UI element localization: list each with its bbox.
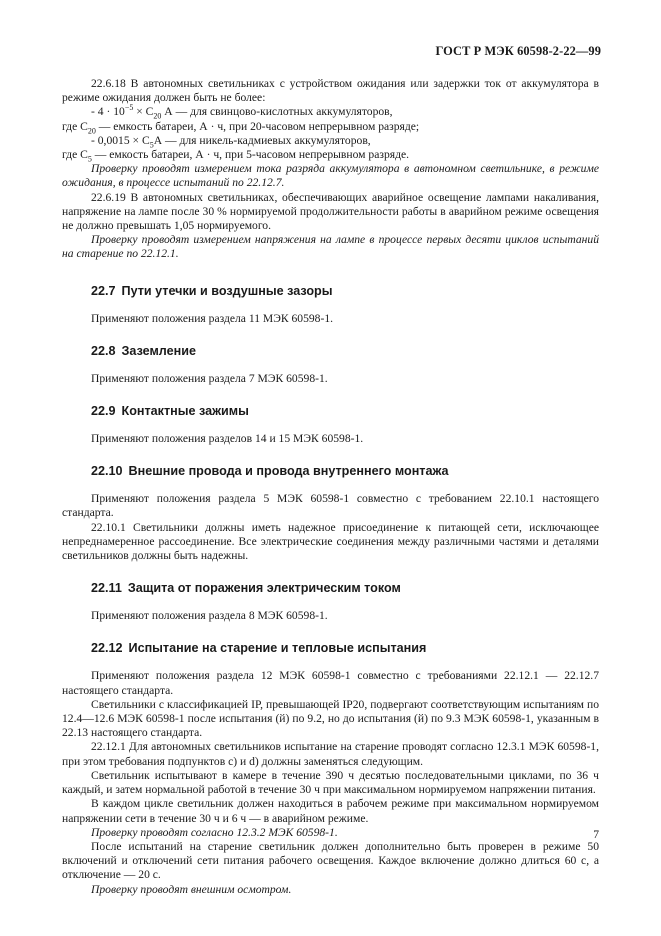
cycle-mode-para: В каждом цикле светильник должен находиться в рабочем режиме при максимальном нормируемом напряжении сети в течение 30 ч и 6 ч — в аварийном режиме. (62, 797, 599, 825)
text-22-9: Применяют положения разделов 14 и 15 МЭК 60598-1. (91, 432, 364, 446)
check-22-12-1: Проверку проводят согласно 12.3.2 МЭК 60598-1. (91, 825, 338, 839)
formula-nicd: - $0,0015 \times C_5А$ — для никель-кадмиевых аккумуляторов, (91, 133, 371, 150)
clause-22-6-18: 22.6.18 В автономных светильниках с устройством ожидания или задержки ток от аккумулятора в режиме ожидания должен быть не более: (62, 77, 599, 105)
text-22-11: Применяют положения раздела 8 МЭК 60598-1. (91, 609, 328, 623)
heading-22-10: 22.10 Внешние провода и провода внутреннего монтажа (91, 464, 449, 479)
heading-22-11: 22.11 Защита от поражения электрическим током (91, 581, 401, 596)
check-22-6-19: Проверку проводят измерением напряжения на лампе в процессе первых десяти циклов испытаний на старение по 22.12.1. (62, 233, 599, 261)
where-c5: где $C_5$ — емкость батареи, А · ч, при 5-часовом непрерывном разряде. (62, 148, 410, 164)
where-c20: где $C_{20}$ — емкость батареи, А · ч, при 20-часовом непрерывном разряде; (62, 119, 420, 135)
heading-22-12: 22.12 Испытание на старение и тепловые испытания (91, 641, 427, 656)
heading-22-9: 22.9 Контактные зажимы (91, 404, 249, 419)
heading-22-8: 22.8 Заземление (91, 343, 197, 358)
cycle-test-para: Светильник испытывают в камере в течение 390 ч десятью последовательными циклами, по 36 ч каждый, и затем нормальной работой в течение 30 ч при максимальном нормируемом напряжении питания. (62, 768, 599, 797)
formula-lead-acid: - $4 \cdot 10^{-5} \times C_{20}$ А — для свинцово-кислотных аккумуляторов, (91, 103, 393, 121)
check-22-6-18: Проверку проводят измерением тока разряда аккумулятора в автономном светильнике, в режиме ожидания, в процессе испытаний по 22.12.7. (62, 162, 599, 190)
text-22-10: Применяют положения раздела 5 МЭК 60598-1 совместно с требованием 22.10.1 настоящего стандарта. (62, 492, 599, 520)
page-content (62, 77, 599, 897)
clause-22-6-19: 22.6.19 В автономных светильниках, обеспечивающих аварийное освещение лампами накаливания, напряжение на лампе после 30 % нормируемой продолжительности работы в аварийном режиме освещения не должно превышать 1,05 нормируемого. (62, 190, 599, 233)
heading-22-7: 22.7 Пути утечки и воздушные зазоры (91, 283, 333, 298)
ip-classification-para: Светильники с классификацией IP, превышающей IP20, подвергают соответствующим испытаниям по 12.4—12.6 МЭК 60598-1 после испытания (й) по 9.2, но до испытания (й) по 9.3 МЭК 60598-1, указанным в 22.13 настоящего стандарта. (62, 697, 599, 740)
clause-22-10-1: 22.10.1 Светильники должны иметь надежное присоединение к питающей сети, исключающее непреднамеренное рассоединение. Все электрические соединения между различными частями и деталями светильников должны быть надежны. (62, 520, 599, 563)
page-number: 7 (593, 828, 599, 841)
text-22-12: Применяют положения раздела 12 МЭК 60598-1 совместно с требованиями 22.12.1 — 22.12.7 настоящего стандарта. (62, 669, 599, 697)
document-code-header: ГОСТ Р МЭК 60598-2-22—99 (435, 44, 601, 58)
switching-test-para: После испытаний на старение светильник должен дополнительно быть проверен в режиме 50 включений и отключений сети питания рабочего освещения. Каждое включение должно длиться 60 с, а отключение — 20 с. (62, 839, 599, 882)
check-visual: Проверку проводят внешним осмотром. (91, 882, 292, 896)
clause-22-12-1: 22.12.1 Для автономных светильников испытание на старение проводят согласно 12.3.1 МЭК 60598-1, при этом требования подпунктов с) и d) должны заменяться следующим. (62, 740, 599, 768)
text-22-7: Применяют положения раздела 11 МЭК 60598-1. (91, 311, 334, 325)
text-22-8: Применяют положения раздела 7 МЭК 60598-1. (91, 371, 328, 385)
